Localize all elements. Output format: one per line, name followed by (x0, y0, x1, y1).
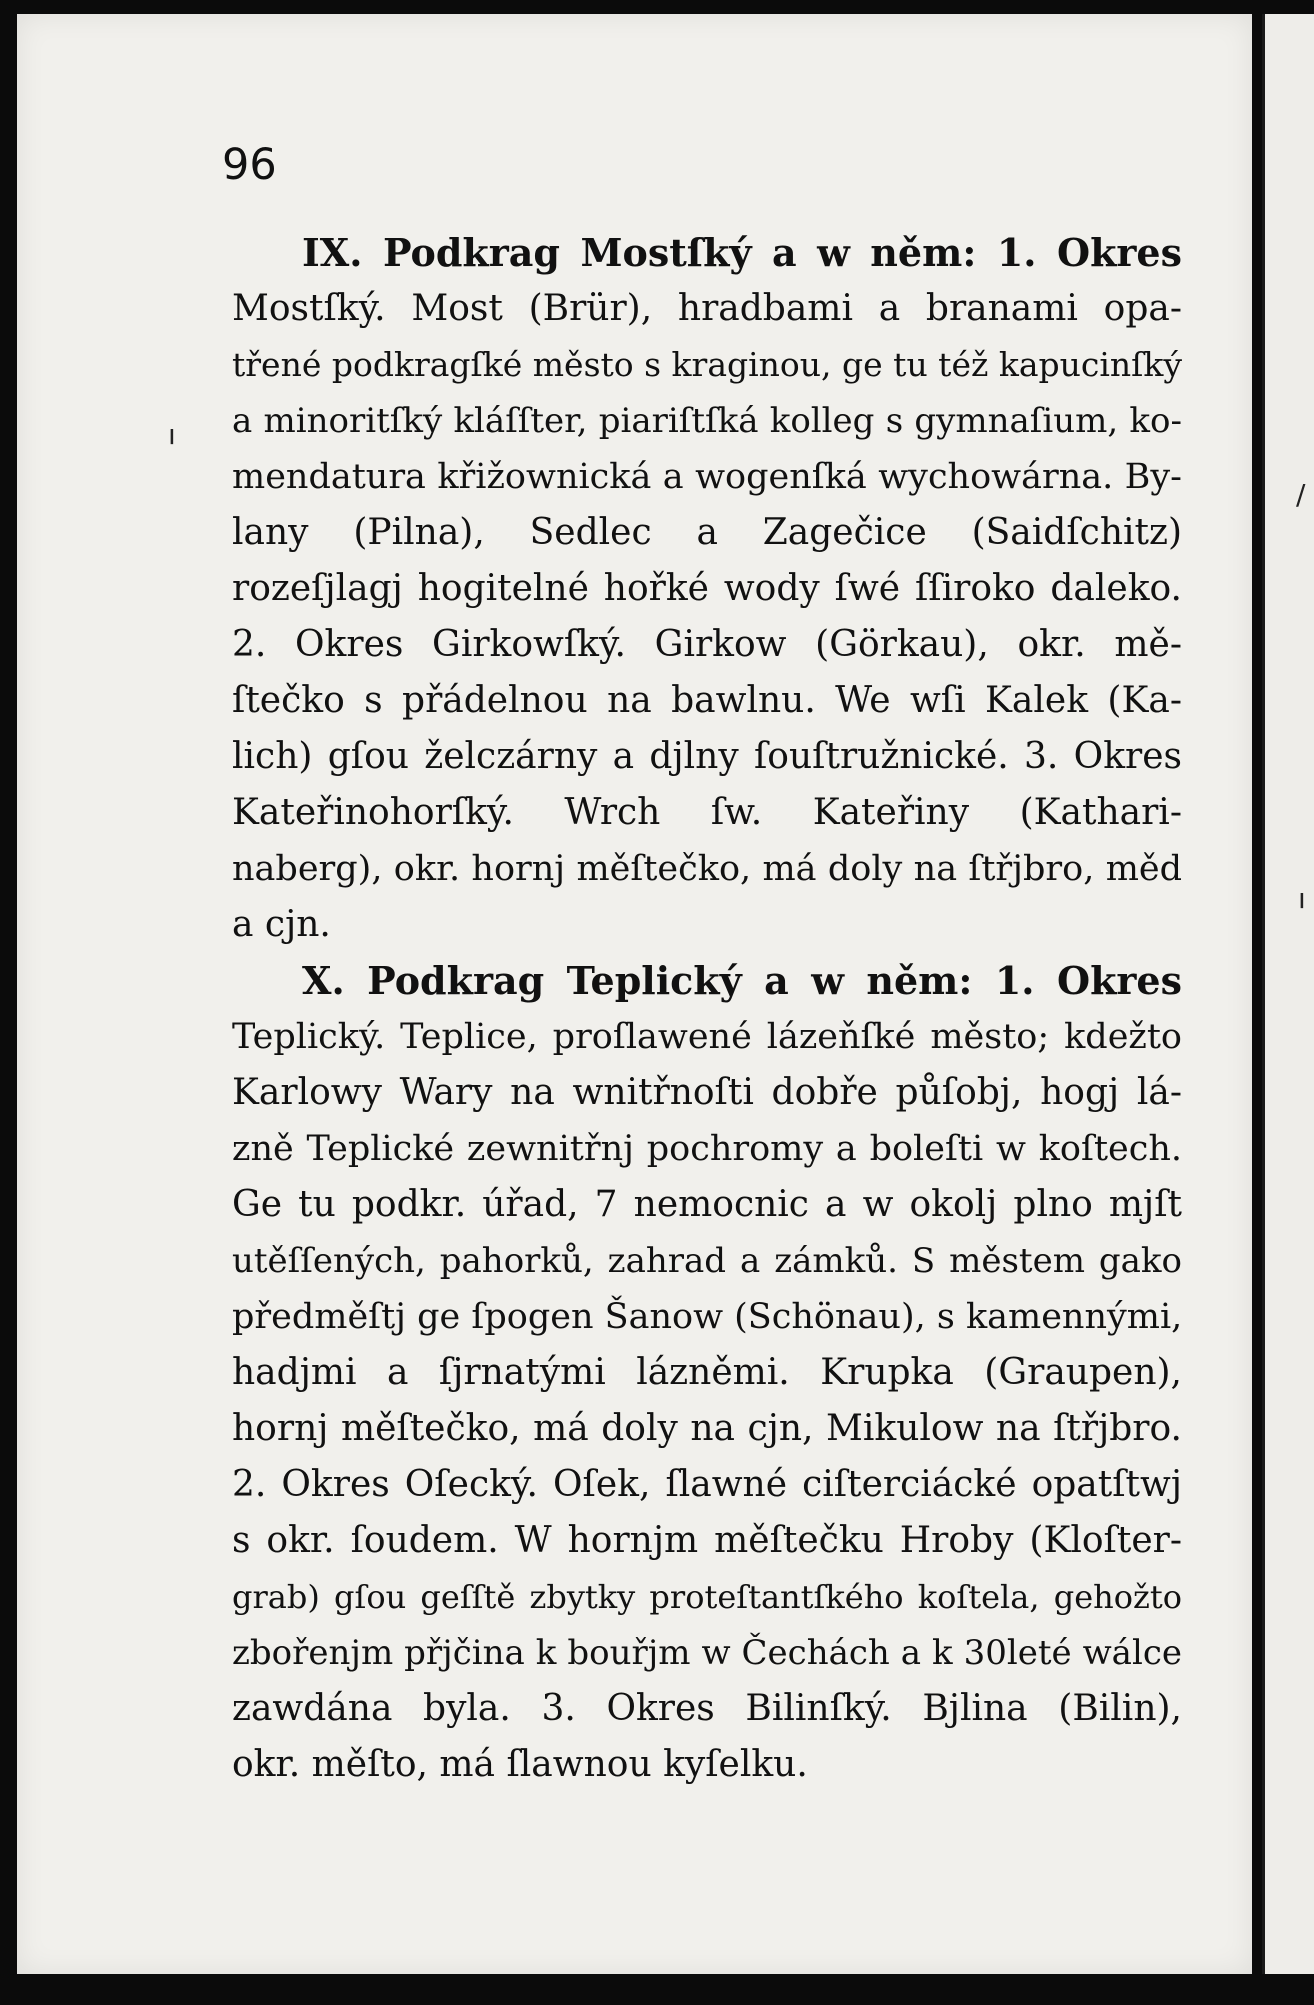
text-line: hadjmi a ſjrnatými lázněmi. Krupka (Graupen), (232, 1352, 1182, 1393)
text-line: Kateřinohorſký. Wrch ſw. Kateřiny (Kathari- (232, 792, 1182, 833)
text-line: 2. Okres Oſecký. Oſek, ſlawné ciſterciácké opatſtwj (232, 1464, 1182, 1505)
text-line: okr. měſto, má ſlawnou kyſelku. (232, 1744, 808, 1785)
text-line: 2. Okres Girkowſký. Girkow (Görkau), okr. mě- (232, 624, 1182, 665)
text-line: Ge tu podkr. úřad, 7 nemocnic a w okolj plno mjſt (232, 1184, 1182, 1225)
text-line: ſtečko s přádelnou na bawlnu. We wſi Kalek (Ka- (232, 680, 1182, 721)
text-line: Teplický. Teplice, proſlawené lázeňſké město; kdežto (232, 1017, 1182, 1057)
page-number: 96 (222, 140, 277, 190)
text-line: předměſtj ge ſpogen Šanow (Schönau), s kamennými, (232, 1297, 1183, 1337)
text-line: utěſſených, pahorků, zahrad a zámků. S městem gako (232, 1241, 1182, 1281)
text-line: naberg), okr. hornj měſtečko, má doly na ſtřjbro, měd (232, 849, 1182, 889)
margin-speck: ı (168, 418, 176, 451)
text-line: a cjn. (232, 904, 331, 945)
text-line: lich) gſou želczárny a djlny ſouſtružnické. 3. Okres (232, 736, 1182, 777)
text-line: třené podkragſké město s kraginou, ge tu též kapucinſký (232, 345, 1183, 384)
text-line: mendatura křižownická a wogenſká wychowárna. By- (232, 457, 1182, 497)
section-heading-ix: IX. Podkrag Mostſký a w něm: 1. Okres (302, 230, 1182, 275)
adjacent-page-edge (1262, 14, 1314, 1974)
text-line: Karlowy Wary na wnitřnoſti dobře půſobj, hogj lá- (232, 1072, 1182, 1113)
page-text (232, 225, 1182, 1793)
text-line: rozeſjlagj hogitelné hořké wody ſwé ſſiroko daleko. (232, 568, 1182, 609)
text-line: grab) gſou geſſtě zbytky proteſtantſkého koſtela, gehožto (232, 1578, 1182, 1616)
text-line: s okr. ſoudem. W hornjm měſtečku Hroby (Kloſter- (232, 1520, 1182, 1561)
text-line: zawdána byla. 3. Okres Bilinſký. Bjlina (Bilin), (232, 1688, 1182, 1729)
text-line: a minoritſký kláſſter, piariſtſká kolleg s gymnaſium, ko- (232, 401, 1182, 441)
text-line: hornj měſtečko, má doly na cjn, Mikulow na ſtřjbro. (232, 1408, 1182, 1449)
margin-speck: / (1296, 478, 1306, 511)
margin-speck: ı (1298, 882, 1306, 915)
text-line: zně Teplické zewnitřnj pochromy a boleſti w koſtech. (232, 1129, 1182, 1169)
text-line: zbořenjm přjčina k bouřjm w Čechách a k 30leté wálce (232, 1633, 1182, 1673)
section-heading-x: X. Podkrag Teplický a w něm: 1. Okres (302, 958, 1182, 1003)
text-line: Mostſký. Most (Brür), hradbami a branami opa- (232, 288, 1182, 329)
text-line: lany (Pilna), Sedlec a Zagečice (Saidſchitz) (232, 512, 1182, 553)
